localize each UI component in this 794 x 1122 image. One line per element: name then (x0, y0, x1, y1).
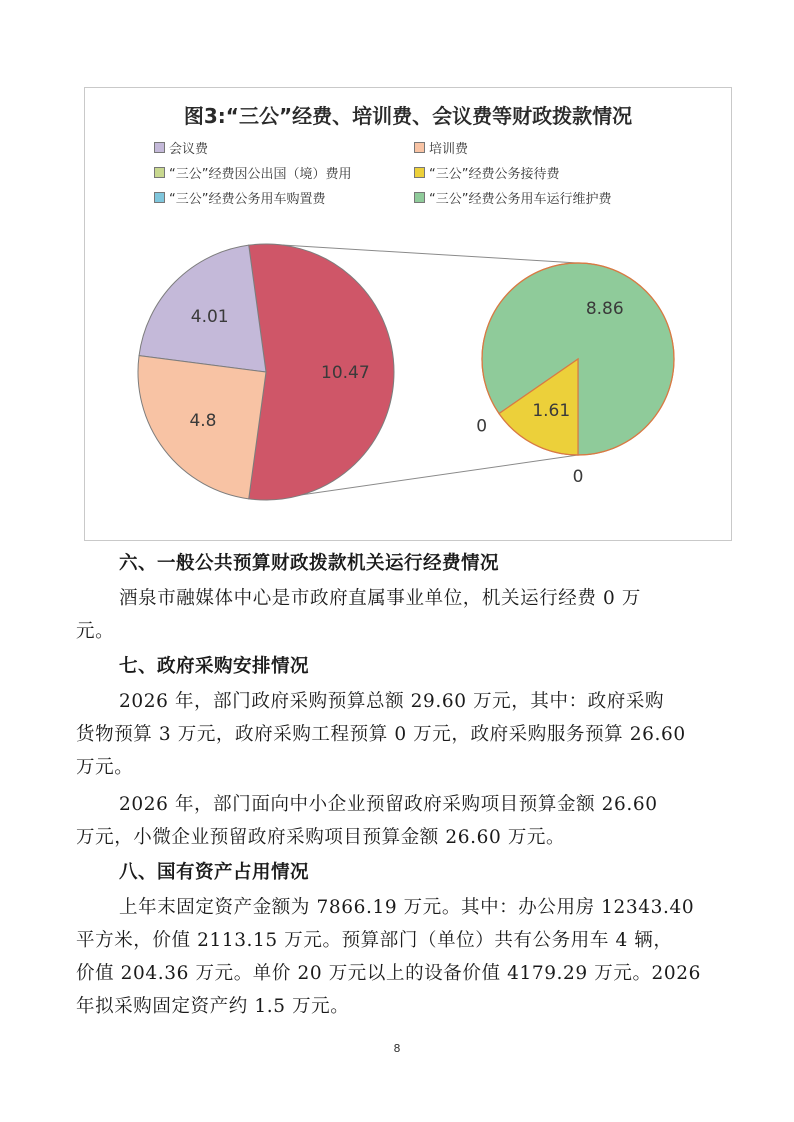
data-label: 10.47 (321, 363, 370, 383)
chart-figure (84, 87, 732, 541)
legend-item (154, 163, 351, 182)
data-label: 4.01 (190, 307, 229, 328)
page-number: 8 (393, 1042, 401, 1055)
legend-item (414, 138, 468, 157)
legend-swatch-icon (414, 167, 425, 178)
data-label: 4.8 (189, 411, 217, 432)
section-heading-8: 八、国有资产占用情况 (119, 862, 310, 883)
paragraph-line: 酒泉市融媒体中心是市政府直属事业单位，机关运行经费 0 万 (119, 588, 641, 609)
paragraph-line: 2026 年，部门政府采购预算总额 29.60 万元，其中：政府采购 (119, 691, 665, 712)
legend-swatch-icon (154, 142, 165, 153)
paragraph-line: 元。 (76, 621, 115, 642)
paragraph-line: 货物预算 3 万元，政府采购工程预算 0 万元，政府采购服务预算 26.60 (76, 724, 686, 745)
legend-label: “三公”经费因公出国（境）费用 (169, 167, 352, 182)
legend-swatch-icon (414, 142, 425, 153)
legend-label: 培训费 (429, 142, 469, 157)
data-label: 0 (572, 467, 584, 488)
legend-label: 会议费 (169, 142, 209, 157)
paragraph-line: 万元，小微企业预留政府采购项目预算金额 26.60 万元。 (76, 827, 566, 848)
paragraph-line: 万元。 (76, 757, 134, 778)
legend-swatch-icon (154, 192, 165, 203)
section-heading-7: 七、政府采购安排情况 (119, 656, 310, 677)
legend-label: “三公”经费公务用车运行维护费 (429, 192, 612, 207)
legend-item (154, 138, 208, 157)
legend-swatch-icon (414, 192, 425, 203)
paragraph-line: 2026 年，部门面向中小企业预留政府采购项目预算金额 26.60 (119, 794, 658, 815)
data-label: 0 (476, 416, 488, 437)
legend-swatch-icon (154, 167, 165, 178)
paragraph-line: 年拟采购固定资产约 1.5 万元。 (76, 996, 350, 1017)
legend-label: “三公”经费公务用车购置费 (169, 192, 326, 207)
legend-label: “三公”经费公务接待费 (429, 167, 560, 182)
data-label: 1.61 (532, 401, 571, 422)
data-label: 8.86 (585, 298, 624, 319)
chart-title: 图3:“三公”经费、培训费、会议费等财政拨款情况 (183, 104, 633, 128)
legend-item (414, 188, 611, 207)
legend-item (154, 188, 325, 207)
paragraph-line: 价值 204.36 万元。单价 20 万元以上的设备价值 4179.29 万元。2026 (76, 963, 702, 984)
paragraph-line: 上年末固定资产金额为 7866.19 万元。其中：办公用房 12343.40 (119, 897, 695, 918)
legend-item (414, 163, 559, 182)
section-heading-6: 六、一般公共预算财政拨款机关运行经费情况 (119, 553, 500, 574)
paragraph-line: 平方米，价值 2113.15 万元。预算部门（单位）共有公务用车 4 辆， (76, 930, 673, 951)
